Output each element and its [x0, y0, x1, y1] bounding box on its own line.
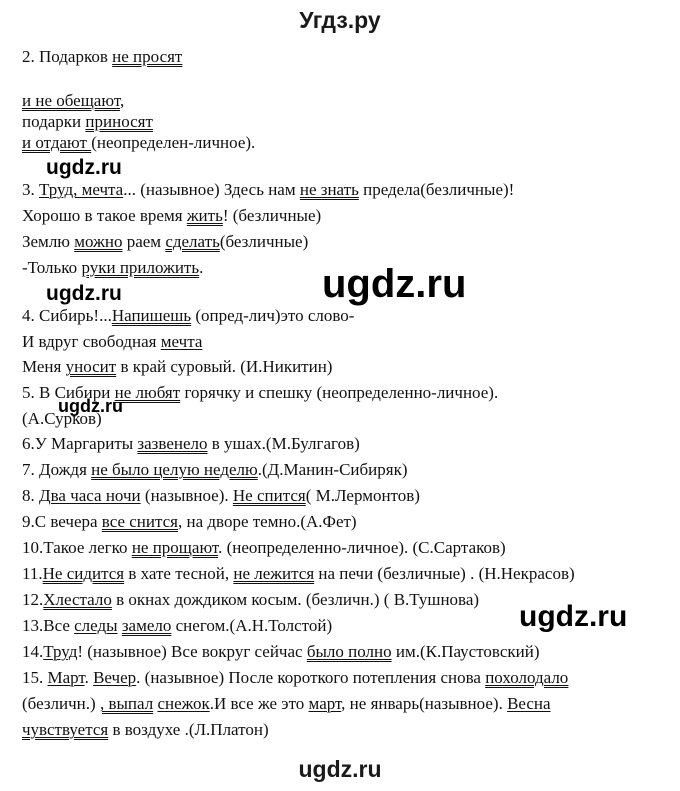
- text-line: [22, 179, 514, 201]
- plain-text: , на дворе темно.(А.Фет): [178, 512, 357, 531]
- predicate-text: замело: [121, 616, 172, 635]
- plain-text: 8.: [22, 486, 39, 505]
- predicate-text: жить: [186, 206, 223, 225]
- subject-text: март: [308, 694, 342, 713]
- predicate-text: не было целую неделю: [91, 460, 258, 479]
- plain-text: ! (безличные): [222, 206, 322, 225]
- watermark: ugdz.ru: [46, 156, 122, 179]
- watermark: ugdz.ru: [58, 396, 123, 416]
- plain-text: 6.У Маргариты: [22, 434, 138, 453]
- plain-text: Землю: [22, 232, 75, 251]
- plain-text: в хате тесной,: [124, 564, 234, 583]
- predicate-text: , выпал: [99, 694, 154, 713]
- plain-text: .: [199, 258, 204, 277]
- plain-text: (А.Сурков): [22, 409, 102, 428]
- predicate-text: Хлестало: [43, 590, 112, 609]
- plain-text: , не январь(назывное).: [341, 694, 508, 713]
- text-line: [22, 356, 332, 378]
- plain-text: И вдруг свободная: [22, 332, 161, 351]
- text-line: [22, 111, 153, 133]
- plain-text: в окнах дождиком косым. (безличн.) ( В.Тушнова): [111, 590, 480, 609]
- predicate-text: Напишешь: [111, 306, 192, 325]
- text-line: [22, 615, 332, 637]
- plain-text: 3.: [22, 180, 39, 199]
- plain-text: .И все же это: [209, 694, 309, 713]
- predicate-text: зазвенело: [137, 434, 208, 453]
- plain-text: ,: [119, 91, 125, 110]
- predicate-text: сделать: [165, 232, 220, 251]
- predicate-text: можно: [74, 232, 123, 251]
- text-line: [22, 305, 354, 327]
- plain-text: .(Д.Манин-Сибиряк): [257, 460, 408, 479]
- predicate-text: и отдают: [22, 133, 92, 152]
- predicate-text: не знать: [299, 180, 359, 199]
- plain-text: в воздухе .(Л.Платон): [108, 720, 269, 739]
- plain-text: Меня: [22, 357, 66, 376]
- text-line: [22, 537, 506, 559]
- predicate-text: не прощают: [131, 538, 219, 557]
- plain-text: 9.С вечера: [22, 512, 102, 531]
- plain-text: 5. В Сибири: [22, 383, 115, 402]
- plain-text: (безличн.): [22, 694, 100, 713]
- footer-watermark: ugdz.ru: [298, 756, 382, 782]
- plain-text: раем: [122, 232, 166, 251]
- plain-text: (безличные): [219, 232, 309, 251]
- text-line: [22, 132, 255, 154]
- predicate-text: уносит: [65, 357, 117, 376]
- site-title: Угдз.ру: [299, 7, 381, 33]
- text-line: [22, 485, 420, 507]
- predicate-text: не любят: [114, 383, 181, 402]
- text-line: [22, 257, 203, 279]
- text-line: [22, 90, 124, 112]
- predicate-text: не лежится: [233, 564, 315, 583]
- text-line: [22, 205, 321, 227]
- subject-text: Март: [47, 668, 85, 687]
- predicate-text: было полно: [306, 642, 392, 661]
- plain-text: снегом.(А.Н.Толстой): [171, 616, 333, 635]
- plain-text: ! (назывное) Все вокруг сейчас: [77, 642, 307, 661]
- predicate-text: чувствуется: [22, 720, 109, 739]
- text-line: [22, 563, 575, 585]
- plain-text: на печи (безличные) . (Н.Некрасов): [314, 564, 575, 583]
- predicate-text: не просят: [112, 47, 183, 66]
- plain-text: 12.: [22, 590, 44, 609]
- subject-text: следы: [74, 616, 118, 635]
- plain-text: подарки: [22, 112, 86, 131]
- plain-text: . (неопределенно-личное). (С.Сартаков): [218, 538, 506, 557]
- subject-text: Вечер: [93, 668, 137, 687]
- plain-text: .: [84, 668, 94, 687]
- subject-text: Труд: [43, 642, 78, 661]
- plain-text: (неопределен-личное).: [91, 133, 256, 152]
- watermark-medium: ugdz.ru: [519, 600, 628, 633]
- text-line: [22, 46, 182, 68]
- predicate-text: Не спится: [232, 486, 306, 505]
- plain-text: ( М.Лермонтов): [305, 486, 420, 505]
- predicate-text: все снится: [101, 512, 178, 531]
- plain-text: 7. Дождя: [22, 460, 92, 479]
- plain-text: в край суровый. (И.Никитин): [116, 357, 333, 376]
- text-line: [22, 641, 540, 663]
- plain-text: 15.: [22, 668, 48, 687]
- plain-text: ... (назывное) Здесь нам: [123, 180, 300, 199]
- subject-text: мечта: [160, 332, 203, 351]
- plain-text: им.(К.Паустовский): [391, 642, 540, 661]
- plain-text: 14.: [22, 642, 44, 661]
- predicate-text: приносят: [85, 112, 153, 131]
- text-line: [22, 231, 308, 253]
- plain-text: . (назывное) После короткого потепления снова: [136, 668, 486, 687]
- text-line: [22, 433, 360, 455]
- subject-text: Два часа ночи: [39, 486, 141, 505]
- plain-text: 2. Подарков: [22, 47, 113, 66]
- watermark-large: ugdz.ru: [322, 262, 467, 306]
- predicate-text: и не обещают: [22, 91, 120, 110]
- watermark: ugdz.ru: [46, 282, 122, 305]
- plain-text: в ушах.(М.Булгагов): [207, 434, 360, 453]
- text-line: [22, 693, 551, 715]
- plain-text: 10.Такое легко: [22, 538, 132, 557]
- text-line: [22, 589, 479, 611]
- predicate-text: Не сидится: [42, 564, 125, 583]
- plain-text: (назывное).: [140, 486, 233, 505]
- plain-text: горячку и спешку (неопределенно-личное).: [180, 383, 499, 402]
- plain-text: Хорошо в такое время: [22, 206, 187, 225]
- text-line: [22, 459, 408, 481]
- plain-text: 4. Сибирь!...: [22, 306, 112, 325]
- text-line: [22, 719, 269, 741]
- plain-text: 11.: [22, 564, 43, 583]
- predicate-text: руки приложить: [81, 258, 200, 277]
- text-line: [22, 667, 568, 689]
- text-line: [22, 511, 357, 533]
- predicate-text: похолодало: [485, 668, 569, 687]
- plain-text: 13.Все: [22, 616, 75, 635]
- plain-text: -Только: [22, 258, 82, 277]
- subject-text: Весна: [507, 694, 551, 713]
- plain-text: (опред-лич)это слово-: [191, 306, 355, 325]
- text-line: [22, 331, 202, 353]
- subject-text: Труд, мечта: [39, 180, 124, 199]
- plain-text: предела(безличные)!: [358, 180, 515, 199]
- subject-text: снежок: [157, 694, 210, 713]
